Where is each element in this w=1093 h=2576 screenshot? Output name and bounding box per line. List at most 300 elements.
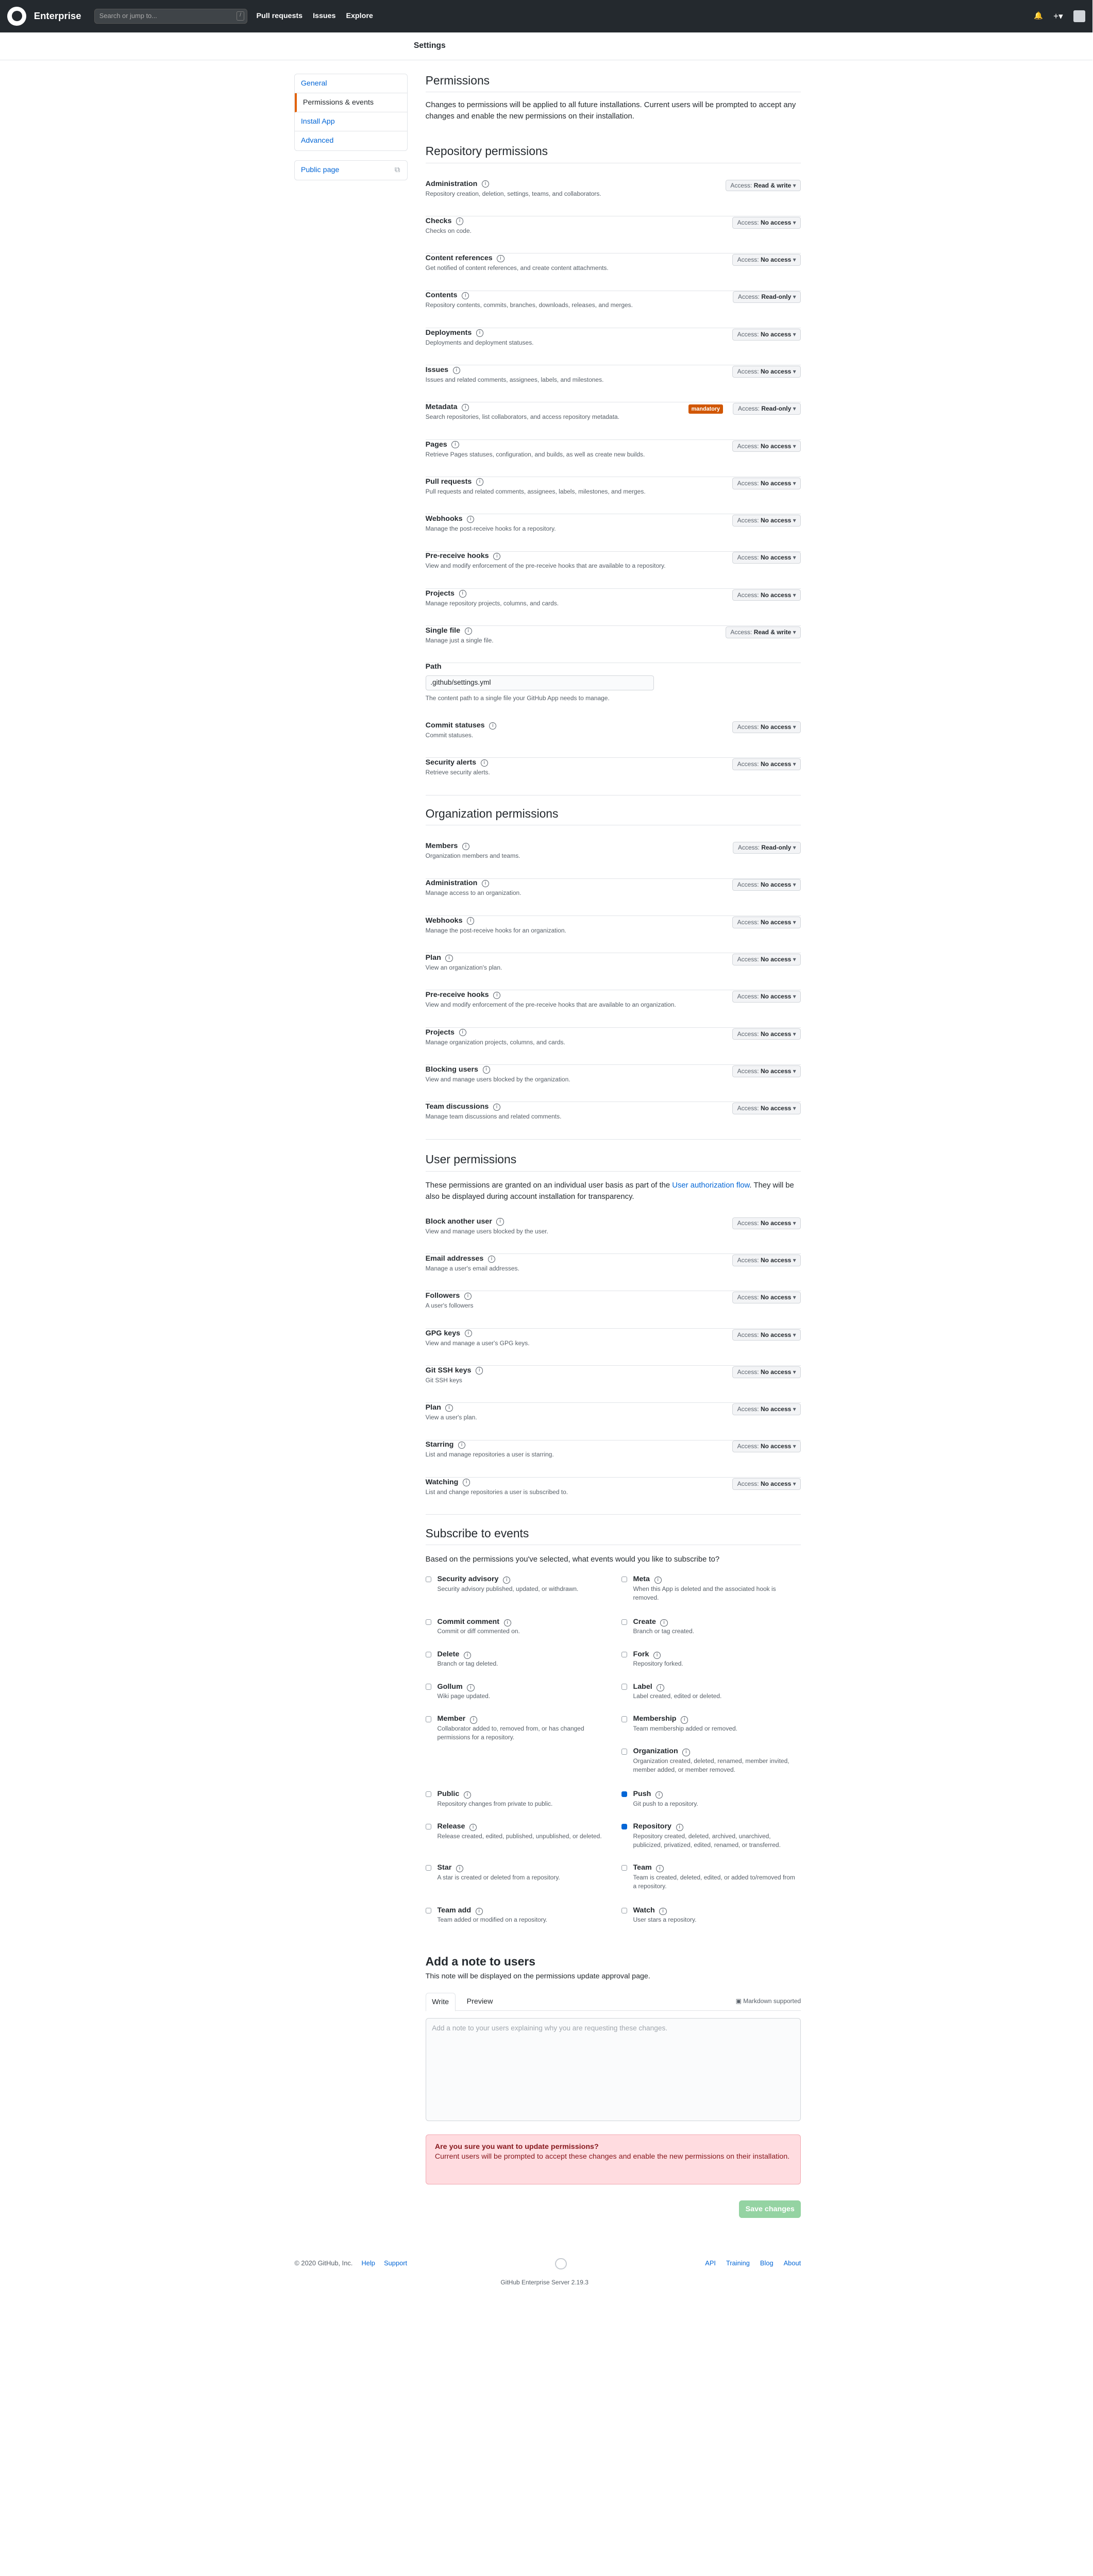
access-dropdown[interactable]: Access: No access ▾ — [732, 1440, 801, 1452]
permission-name — [426, 1366, 483, 1375]
permission-name-text: Content references — [425, 254, 493, 263]
save-changes-button[interactable]: Save changes — [739, 2200, 801, 2218]
event-checkbox[interactable] — [621, 1716, 627, 1722]
markdown-supported-label: Markdown supported — [743, 1997, 801, 2005]
info-icon[interactable]: i — [464, 1652, 471, 1659]
permission-name-text: Pre-receive hooks — [425, 552, 489, 561]
info-icon[interactable]: i — [470, 1716, 477, 1723]
info-icon[interactable]: i — [456, 217, 463, 225]
permission-name-text: Starring — [425, 1440, 454, 1449]
event-name — [633, 1650, 661, 1659]
permission-name-text: Contents — [425, 291, 458, 300]
event-name — [438, 1618, 511, 1626]
access-dropdown[interactable]: Access: No access ▾ — [732, 1478, 801, 1490]
event-checkbox[interactable] — [426, 1824, 431, 1829]
permission-name — [426, 552, 501, 560]
info-icon[interactable]: i — [467, 917, 474, 924]
note-tabs — [426, 1993, 801, 2010]
permission-row — [426, 254, 801, 291]
permissions-lead: Changes to permissions will be applied to all future installations. Current users will be prompted to accept any changes and enable the new permissions on their installation. — [425, 101, 796, 121]
path-note: The content path to a single file your GitHub App needs to manage. — [425, 694, 610, 702]
info-icon[interactable]: i — [493, 553, 500, 560]
permission-description: Retrieve security alerts. — [425, 769, 490, 776]
access-dropdown[interactable]: Access: No access ▾ — [732, 879, 801, 891]
warning-flash — [426, 2134, 801, 2184]
access-prefix: Access: — [738, 405, 760, 413]
permission-row — [426, 1329, 801, 1366]
permission-row — [426, 879, 801, 916]
event-name-text: Team — [633, 1863, 652, 1872]
public-page-link[interactable] — [295, 161, 407, 180]
info-icon[interactable]: i — [488, 1256, 495, 1263]
brand-label[interactable]: Enterprise — [33, 10, 81, 22]
event-checkbox[interactable] — [426, 1908, 431, 1913]
permission-name-text: Checks — [425, 216, 452, 225]
info-icon[interactable]: i — [467, 1684, 474, 1691]
access-prefix: Access: — [737, 1331, 759, 1338]
access-dropdown[interactable]: Access: No access ▾ — [732, 1366, 801, 1378]
info-icon[interactable]: i — [676, 1824, 683, 1831]
event-checkbox[interactable] — [621, 1791, 627, 1797]
footer-link-api[interactable]: API — [705, 2259, 716, 2267]
info-icon[interactable]: i — [504, 1619, 511, 1626]
permission-description: Manage the post-receive hooks for an organization. — [425, 926, 566, 934]
access-prefix: Access: — [737, 442, 759, 450]
path-label: Path — [425, 662, 442, 671]
permission-name-text: Administration — [425, 879, 478, 888]
permission-description: Manage team discussions and related comments. — [425, 1113, 562, 1121]
permission-name-text: Followers — [425, 1292, 460, 1300]
event-name — [438, 1822, 477, 1831]
warning-title: Are you sure you want to update permissions? — [434, 2142, 599, 2151]
permission-description: Manage access to an organization. — [425, 889, 522, 897]
permission-name — [426, 366, 460, 374]
access-dropdown[interactable]: Access: No access ▾ — [732, 217, 801, 229]
permission-name — [426, 758, 488, 767]
settings-menu — [294, 74, 408, 151]
access-value: No access — [760, 1257, 792, 1264]
info-icon[interactable]: i — [462, 843, 469, 850]
access-prefix: Access: — [737, 517, 759, 524]
permission-name-text: Git SSH keys — [425, 1366, 472, 1375]
permission-name-text: Webhooks — [425, 916, 463, 925]
info-icon[interactable]: i — [657, 1684, 664, 1691]
event-description: A star is created or deleted from a repository. — [437, 1873, 560, 1881]
info-icon[interactable]: i — [660, 1619, 667, 1626]
access-dropdown[interactable]: Access: No access ▾ — [732, 440, 801, 452]
permission-row — [426, 552, 801, 588]
permission-row — [426, 1403, 801, 1440]
sidebar-item-permissions-events[interactable]: Permissions & events — [295, 93, 407, 112]
permission-name-text: Metadata — [425, 403, 458, 412]
access-value: No access — [760, 1443, 792, 1450]
event-name-text: Create — [633, 1617, 656, 1626]
permission-row — [426, 1478, 801, 1515]
access-dropdown[interactable]: Access: No access ▾ — [732, 991, 801, 1003]
info-icon[interactable]: i — [476, 1367, 483, 1374]
event-checkbox[interactable] — [621, 1652, 627, 1657]
permission-row — [426, 1255, 801, 1291]
access-value: No access — [760, 723, 792, 731]
permission-name — [426, 180, 490, 188]
page-title: Settings — [413, 41, 446, 50]
permission-description: Manage organization projects, columns, and cards. — [425, 1038, 565, 1046]
note-textarea[interactable]: Add a note to your users explaining why you are requesting these changes. — [426, 2018, 801, 2121]
access-dropdown[interactable]: Access: No access ▾ — [732, 758, 801, 770]
access-dropdown[interactable]: Access: No access ▾ — [732, 366, 801, 378]
info-icon[interactable]: i — [496, 1218, 503, 1225]
access-dropdown[interactable]: Access: No access ▾ — [732, 1329, 801, 1341]
info-icon[interactable]: i — [459, 590, 466, 597]
event-name — [633, 1863, 663, 1872]
event-name — [438, 1863, 464, 1872]
permission-name — [426, 589, 466, 598]
sidebar — [294, 74, 408, 180]
public-page-label: Public page — [300, 165, 340, 174]
permission-name — [426, 403, 469, 411]
tab-write[interactable]: Write — [426, 1993, 456, 2011]
info-icon[interactable]: i — [458, 1442, 465, 1449]
access-dropdown[interactable]: Access: No access ▾ — [732, 1292, 801, 1303]
footer-link-about[interactable]: About — [783, 2259, 801, 2267]
access-value: No access — [760, 918, 792, 926]
permission-name — [426, 478, 483, 486]
info-icon[interactable]: i — [445, 1404, 452, 1412]
info-icon[interactable]: i — [654, 1577, 662, 1584]
markdown-supported[interactable]: ▣ Markdown supported — [735, 1997, 801, 2005]
info-icon[interactable]: i — [653, 1652, 661, 1659]
access-dropdown[interactable]: Access: No access ▾ — [732, 515, 801, 527]
access-prefix: Access: — [737, 723, 759, 731]
access-dropdown[interactable]: Access: No access ▾ — [732, 917, 801, 928]
access-value: No access — [760, 256, 792, 264]
info-icon[interactable]: i — [503, 1577, 510, 1584]
event-name — [438, 1650, 472, 1659]
event-checkbox[interactable] — [426, 1652, 431, 1657]
access-prefix: Access: — [730, 181, 752, 189]
permission-name — [426, 1028, 466, 1037]
access-prefix: Access: — [737, 554, 759, 562]
permission-row — [426, 842, 801, 878]
info-icon[interactable]: i — [456, 1865, 463, 1872]
info-icon[interactable]: i — [462, 292, 469, 299]
footer-link-support[interactable]: Support — [384, 2259, 408, 2267]
user-authorization-flow-link[interactable]: User authorization flow — [672, 1181, 750, 1190]
permission-name — [426, 1478, 470, 1486]
event-description: Organization created, deleted, renamed, member invited, member added, or member removed. — [633, 1757, 789, 1773]
info-icon[interactable]: i — [681, 1716, 688, 1723]
note-heading: Add a note to users — [425, 1955, 535, 1969]
user-permissions-heading: User permissions — [426, 1153, 801, 1172]
permission-row — [426, 478, 801, 514]
notifications-bell-icon[interactable]: 🔔 — [1034, 12, 1044, 21]
permission-name-text: Projects — [425, 1028, 455, 1037]
access-dropdown[interactable]: Access: No access ▾ — [732, 478, 801, 489]
permission-description: A user's followers — [425, 1302, 474, 1310]
info-icon[interactable]: i — [465, 1330, 472, 1337]
access-value: No access — [760, 1219, 792, 1227]
permission-name — [426, 879, 490, 887]
info-icon[interactable]: i — [659, 1908, 666, 1915]
access-value: No access — [760, 956, 792, 963]
permission-row — [426, 515, 801, 551]
access-prefix: Access: — [737, 1219, 759, 1227]
info-icon[interactable]: i — [464, 1293, 472, 1300]
event-name — [633, 1822, 683, 1831]
info-icon[interactable]: i — [497, 255, 504, 262]
access-value: Read-only — [761, 844, 792, 852]
permission-row — [426, 180, 801, 216]
access-dropdown[interactable]: Access: Read & write ▾ — [726, 626, 801, 638]
header-nav — [257, 12, 373, 20]
permission-description: Manage just a single file. — [425, 636, 494, 644]
permission-name — [426, 954, 453, 962]
access-prefix: Access: — [737, 1443, 759, 1450]
permission-name — [426, 917, 475, 925]
event-description: Release created, edited, published, unpublished, or deleted. — [437, 1832, 602, 1840]
event-checkbox[interactable] — [426, 1684, 431, 1689]
permission-name — [426, 1329, 472, 1337]
permission-description: Repository contents, commits, branches, downloads, releases, and merges. — [425, 301, 633, 309]
info-icon[interactable]: i — [476, 329, 483, 336]
tab-preview[interactable]: Preview — [466, 1997, 493, 2006]
github-mark-icon[interactable] — [555, 2258, 567, 2270]
event-name-text: Public — [437, 1790, 460, 1799]
event-name — [633, 1790, 663, 1799]
note-lead: This note will be displayed on the permissions update approval page. — [425, 1972, 650, 1980]
info-icon[interactable]: i — [476, 1908, 483, 1915]
events-heading: Subscribe to events — [426, 1527, 801, 1546]
footer-link-help[interactable]: Help — [361, 2259, 375, 2267]
permission-description: Manage repository projects, columns, and cards. — [425, 599, 559, 607]
event-checkbox[interactable] — [621, 1908, 627, 1913]
permission-row — [426, 329, 801, 365]
event-name-text: Member — [437, 1715, 466, 1723]
event-name-text: Commit comment — [437, 1617, 499, 1626]
permissions-heading: Permissions — [426, 74, 801, 93]
footer-link-blog[interactable]: Blog — [760, 2259, 773, 2267]
event-name-text: Organization — [633, 1747, 678, 1756]
footer-link-training[interactable]: Training — [726, 2259, 750, 2267]
sub-header — [0, 32, 1092, 60]
event-checkbox[interactable] — [621, 1684, 627, 1689]
permission-description: View and modify enforcement of the pre-receive hooks that are available to an organization. — [425, 1001, 676, 1009]
permission-row — [426, 291, 801, 328]
permission-name-text: Webhooks — [425, 515, 463, 523]
event-description: Team membership added or removed. — [633, 1724, 737, 1732]
info-icon[interactable]: i — [462, 404, 469, 411]
access-prefix: Access: — [737, 1067, 759, 1075]
event-description: Label created, edited or deleted. — [633, 1692, 722, 1700]
nav-pull-requests[interactable]: Pull requests — [256, 12, 303, 21]
access-value: Read & write — [753, 181, 792, 189]
permission-name — [426, 1440, 466, 1449]
sidebar-item-advanced[interactable]: Advanced — [300, 137, 334, 145]
mandatory-badge: mandatory — [688, 404, 723, 414]
info-icon[interactable]: i — [445, 955, 452, 962]
info-icon[interactable]: i — [465, 628, 472, 635]
access-prefix: Access: — [737, 1030, 759, 1038]
event-name — [438, 1715, 478, 1723]
access-dropdown[interactable]: Access: No access ▾ — [732, 1217, 801, 1229]
info-icon[interactable]: i — [656, 1865, 663, 1872]
permission-description: Search repositories, list collaborators, and access repository metadata. — [425, 413, 620, 421]
info-icon[interactable]: i — [482, 180, 489, 188]
info-icon[interactable]: i — [459, 1029, 466, 1036]
event-name-text: Repository — [633, 1822, 671, 1831]
info-icon[interactable]: i — [482, 880, 489, 887]
access-value: No access — [760, 1105, 792, 1112]
access-value: No access — [760, 1331, 792, 1338]
access-dropdown[interactable]: Access: No access ▾ — [732, 1065, 801, 1077]
access-value: No access — [760, 517, 792, 524]
event-checkbox[interactable] — [621, 1577, 627, 1582]
public-page-menu — [294, 160, 408, 180]
event-name-text: Push — [633, 1790, 651, 1799]
access-value: No access — [760, 1030, 792, 1038]
permission-name — [426, 1403, 453, 1412]
event-checkbox[interactable] — [426, 1577, 431, 1582]
access-value: No access — [760, 760, 792, 768]
info-icon[interactable]: i — [483, 1066, 490, 1073]
info-icon[interactable]: i — [655, 1791, 663, 1799]
access-prefix: Access: — [737, 256, 759, 264]
access-value: No access — [760, 442, 792, 450]
permission-description: View and manage users blocked by the user. — [425, 1227, 548, 1235]
event-checkbox[interactable] — [621, 1619, 627, 1625]
permission-name — [426, 291, 469, 299]
info-icon[interactable]: i — [453, 367, 460, 374]
info-icon[interactable]: i — [493, 1104, 500, 1111]
access-prefix: Access: — [737, 1368, 759, 1376]
event-description: Repository forked. — [633, 1660, 683, 1668]
event-name — [438, 1906, 483, 1915]
permission-name-text: Single file — [425, 626, 461, 635]
header-right — [1034, 10, 1085, 22]
event-description: Repository changes from private to public. — [437, 1800, 553, 1807]
info-icon[interactable]: i — [469, 1824, 477, 1831]
permission-name — [426, 1292, 472, 1300]
permission-description: List and change repositories a user is subscribed to. — [425, 1488, 568, 1496]
sidebar-item-install-app[interactable]: Install App — [295, 112, 407, 131]
warning-body: Current users will be prompted to accept these changes and enable the new permissions on their installation. — [434, 2152, 790, 2161]
permission-name — [426, 440, 459, 449]
info-icon[interactable]: i — [493, 992, 500, 999]
permission-name-text: Pull requests — [425, 477, 472, 486]
access-dropdown[interactable]: Access: No access ▾ — [732, 954, 801, 965]
access-value: No access — [760, 330, 792, 338]
access-dropdown[interactable]: Access: No access ▾ — [732, 589, 801, 601]
permission-name — [426, 1255, 495, 1263]
event-name — [633, 1715, 688, 1723]
permission-description: Repository creation, deletion, settings, teams, and collaborators. — [425, 190, 601, 197]
permission-description: Manage the post-receive hooks for a repository. — [425, 525, 556, 533]
event-checkbox[interactable] — [426, 1619, 431, 1625]
event-name-text: Membership — [633, 1715, 677, 1723]
info-icon[interactable]: i — [467, 516, 474, 523]
event-checkbox[interactable] — [426, 1716, 431, 1722]
nav-issues[interactable]: Issues — [313, 12, 336, 21]
permission-name-text: GPG keys — [425, 1329, 461, 1337]
access-value: No access — [760, 554, 792, 562]
permission-description: Commit statuses. — [425, 731, 474, 739]
info-icon[interactable]: i — [463, 1479, 470, 1486]
info-icon[interactable]: i — [682, 1749, 690, 1756]
event-name — [633, 1618, 667, 1626]
permission-name-text: Watching — [425, 1478, 459, 1486]
event-name — [633, 1747, 690, 1756]
access-dropdown[interactable]: Access: Read & write ▾ — [726, 180, 801, 192]
info-icon[interactable]: i — [476, 478, 483, 485]
event-description: Git push to a repository. — [633, 1800, 698, 1807]
event-description: Wiki page updated. — [437, 1692, 491, 1700]
event-checkbox[interactable] — [426, 1791, 431, 1797]
search-input[interactable] — [94, 9, 247, 24]
access-dropdown[interactable]: Access: No access ▾ — [732, 1103, 801, 1114]
event-name-text: Star — [437, 1863, 452, 1872]
access-dropdown[interactable]: Access: Read-only ▾ — [733, 403, 801, 415]
event-checkbox[interactable] — [426, 1865, 431, 1871]
permission-description: Issues and related comments, assignees, labels, and milestones. — [425, 376, 604, 383]
permission-name-text: Security alerts — [425, 758, 476, 767]
info-icon[interactable]: i — [464, 1791, 471, 1799]
event-checkbox[interactable] — [621, 1824, 627, 1829]
avatar[interactable] — [1073, 10, 1085, 22]
plus-dropdown-icon[interactable]: +▾ — [1053, 10, 1063, 21]
sidebar-item-general[interactable]: General — [295, 74, 407, 93]
permission-name-text: Administration — [425, 179, 478, 188]
permission-description: Deployments and deployment statuses. — [425, 338, 534, 346]
event-checkbox[interactable] — [621, 1865, 627, 1871]
github-logo-icon[interactable] — [7, 7, 26, 26]
permission-name-text: Plan — [425, 954, 441, 962]
permission-row — [426, 758, 801, 795]
info-icon[interactable]: i — [489, 722, 496, 730]
access-value: No access — [760, 218, 792, 226]
access-dropdown[interactable]: Access: No access ▾ — [732, 1028, 801, 1040]
access-value: No access — [760, 591, 792, 599]
event-checkbox[interactable] — [621, 1749, 627, 1754]
event-name-text: Watch — [633, 1906, 655, 1914]
permission-name-text: Pre-receive hooks — [425, 991, 489, 999]
user-lead-a: These permissions are granted on an individual user basis as part of the — [425, 1181, 672, 1190]
event-name — [633, 1906, 666, 1915]
path-input[interactable]: .github/settings.yml — [426, 675, 654, 690]
access-dropdown[interactable]: Access: No access ▾ — [732, 721, 801, 733]
event-description: Collaborator added to, removed from, or has changed permissions for a repository. — [437, 1724, 584, 1741]
event-name-text: Security advisory — [437, 1574, 499, 1583]
access-dropdown[interactable]: Access: No access ▾ — [732, 552, 801, 564]
info-icon[interactable]: i — [481, 759, 488, 767]
permission-row — [426, 917, 801, 953]
access-dropdown[interactable]: Access: No access ▾ — [732, 254, 801, 266]
access-dropdown[interactable]: Access: No access ▾ — [732, 1403, 801, 1415]
event-description: Repository created, deleted, archived, unarchived, publicized, privatized, edited, renamed, or transferred. — [633, 1832, 781, 1849]
footer-copyright: © 2020 GitHub, Inc. — [294, 2259, 353, 2267]
permission-name — [426, 626, 472, 635]
event-description: Branch or tag created. — [633, 1628, 695, 1635]
info-icon[interactable]: i — [451, 441, 459, 448]
access-dropdown[interactable]: Access: Read-only ▾ — [733, 842, 801, 854]
top-header — [0, 0, 1092, 32]
permission-name-text: Plan — [425, 1403, 441, 1412]
search-placeholder: Search or jump to... — [99, 12, 157, 20]
access-dropdown[interactable]: Access: No access ▾ — [732, 329, 801, 341]
access-dropdown[interactable]: Access: Read-only ▾ — [733, 291, 801, 303]
permission-description: Organization members and teams. — [425, 852, 520, 860]
nav-explore[interactable]: Explore — [346, 12, 373, 21]
access-dropdown[interactable]: Access: No access ▾ — [732, 1255, 801, 1266]
